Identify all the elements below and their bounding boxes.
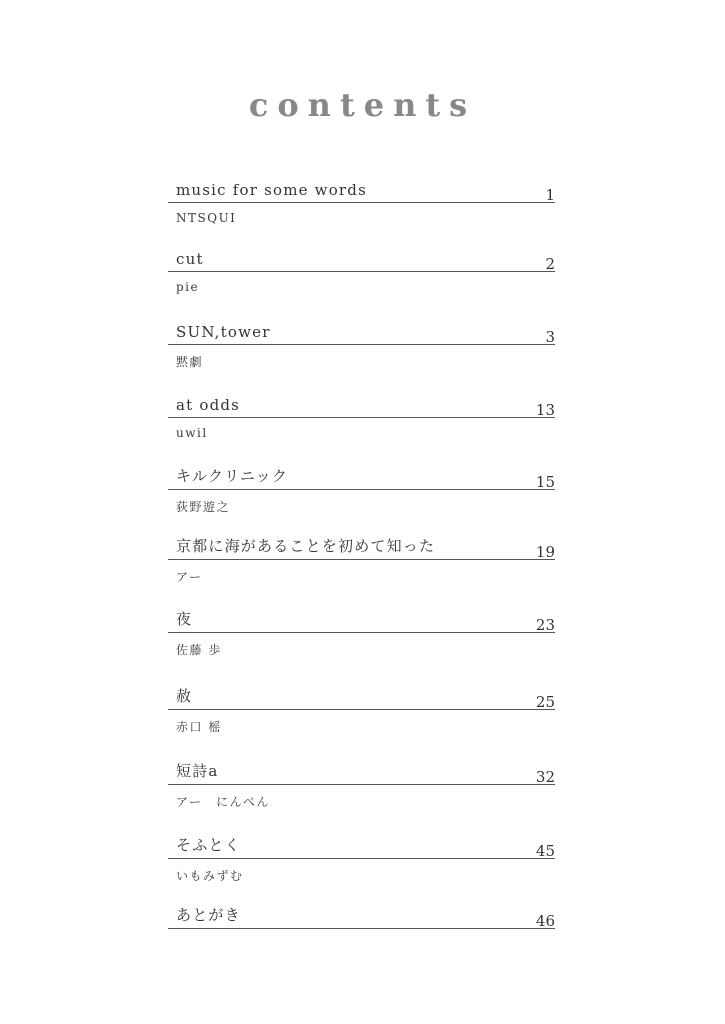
page-number: 1 xyxy=(545,186,555,204)
toc-entry-rule xyxy=(168,834,555,859)
entry-author: 赤口 榣 xyxy=(176,720,222,734)
toc-entry xyxy=(168,608,555,678)
toc-entry xyxy=(168,247,555,317)
toc-entry-rule xyxy=(168,685,555,710)
entry-title: あとがき xyxy=(176,906,241,924)
toc-entry-rule xyxy=(168,393,555,418)
toc-entry xyxy=(168,904,555,974)
toc-entry-rule xyxy=(168,247,555,272)
toc-entry-rule xyxy=(168,535,555,560)
entry-author: いもみずむ xyxy=(176,869,244,883)
entry-title: music for some words xyxy=(176,181,368,199)
entry-title: キルクリニック xyxy=(176,467,289,485)
entry-title: cut xyxy=(176,250,204,268)
page-number: 45 xyxy=(535,842,555,860)
entry-author: NTSQUI xyxy=(176,211,237,225)
toc-entry-rule xyxy=(168,904,555,929)
toc-entry xyxy=(168,834,555,904)
toc-entry-rule xyxy=(168,320,555,345)
page-number: 46 xyxy=(535,912,555,930)
page-number: 13 xyxy=(535,401,555,419)
toc-entry xyxy=(168,465,555,535)
page-number: 32 xyxy=(535,768,555,786)
page-number: 25 xyxy=(535,693,555,711)
entry-author: 佐藤 歩 xyxy=(176,643,222,657)
toc-entry-rule xyxy=(168,178,555,203)
page-number: 3 xyxy=(545,328,555,346)
page-number: 19 xyxy=(535,543,555,561)
entry-author: アー xyxy=(176,570,203,584)
entry-title: 夜 xyxy=(176,610,193,628)
toc-entry-rule xyxy=(168,608,555,633)
entry-author: 荻野遊之 xyxy=(176,500,231,514)
toc-entry xyxy=(168,685,555,755)
toc-entry xyxy=(168,535,555,605)
entry-title: at odds xyxy=(176,396,241,414)
page-number: 15 xyxy=(535,473,555,491)
toc-entry xyxy=(168,178,555,248)
entry-title: SUN,tower xyxy=(176,323,271,341)
entry-author: アー にんべん xyxy=(176,795,270,809)
toc-entry xyxy=(168,393,555,463)
entry-author: pie xyxy=(176,280,200,294)
entry-title: 京都に海があることを初めて知った xyxy=(176,537,436,555)
page-title: contents xyxy=(248,86,477,124)
entry-title: 短詩a xyxy=(176,762,219,780)
toc-entry xyxy=(168,320,555,390)
toc-entry xyxy=(168,760,555,830)
toc-entry-rule xyxy=(168,465,555,490)
entry-title: そふとく xyxy=(176,836,241,854)
entry-author: 黙劇 xyxy=(176,355,204,369)
page-number: 23 xyxy=(535,616,555,634)
entry-author: uwil xyxy=(176,426,208,440)
page-number: 2 xyxy=(545,255,555,273)
toc-entry-rule xyxy=(168,760,555,785)
entry-title: 赦 xyxy=(176,687,193,705)
